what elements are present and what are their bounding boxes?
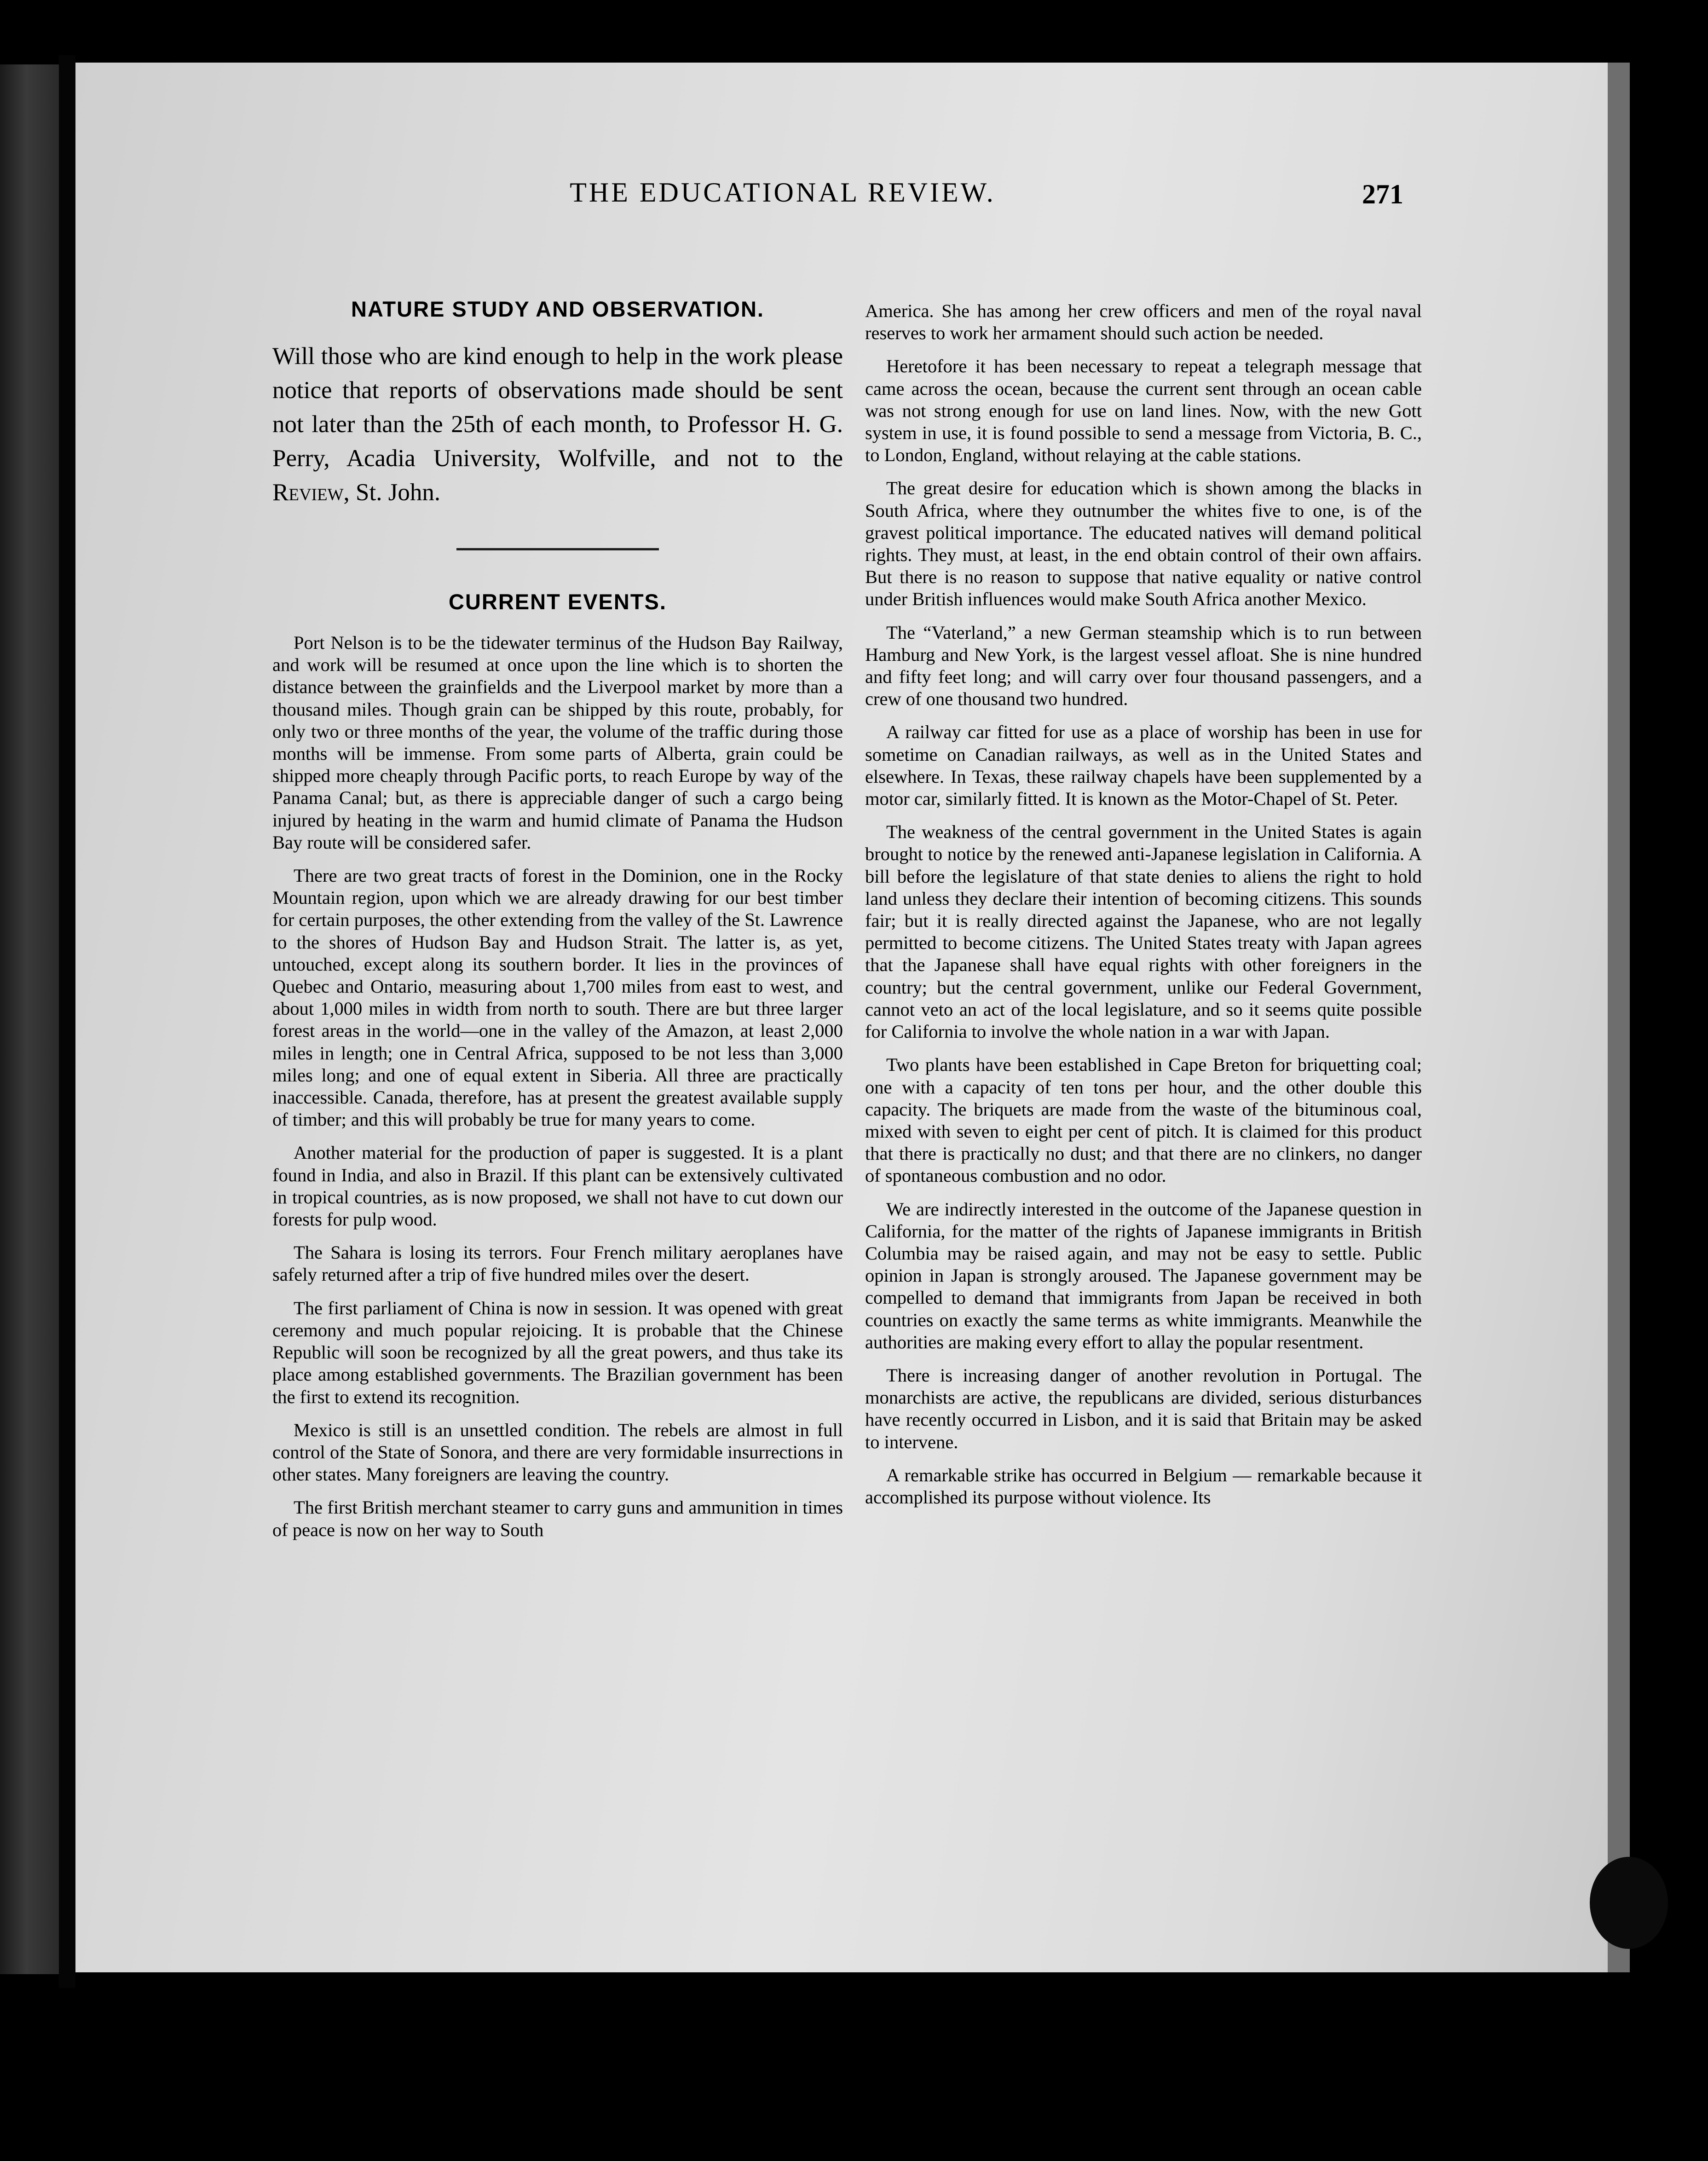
- right-paragraph: America. She has among her crew officers and men of the royal naval reserves to work her armament should such action be needed.: [865, 300, 1422, 344]
- left-paragraph: Mexico is still is an unsettled condition. The rebels are almost in full control of the State of Sonora, and there are very formidable insurrections in other states. Many foreigners are leaving the country.: [272, 1419, 843, 1485]
- page-number: 271: [1362, 179, 1403, 209]
- left-paragraph: There are two great tracts of forest in the Dominion, one in the Rocky Mountain region, upon which we are already drawing for our best timber for certain purposes, the other extending from the valley of the St. Lawrence to the shores of Hudson Bay and Hudson Strait. The latter is, as yet, untouched, except along its southern border. It lies in the provinces of Quebec and Ontario, measuring about 1,700 miles from east to west, and about 1,000 miles in width from north to south. There are but three larger forest areas in the world—one in the valley of the Amazon, at least 2,000 miles in length; one in Central Africa, supposed to be not less than 3,000 miles long; and one of equal extent in Siberia. All three are practically inaccessible. Canada, therefore, has at present the greatest available supply of timber; and this will probably be true for many years to come.: [272, 865, 843, 1130]
- left-paragraph: The Sahara is losing its terrors. Four French military aeroplanes have safely returned after a trip of five hundred miles over the desert.: [272, 1242, 843, 1285]
- notice-review: Review,: [272, 479, 350, 506]
- right-paragraph: A railway car fitted for use as a place of worship has been in use for sometime on Canadian railways, as well as in the United States and elsewhere. In Texas, these railway chapels have been supplemented by a motor car, similarly fitted. It is known as the Motor-Chapel of St. Peter.: [865, 722, 1422, 809]
- section-divider: [456, 548, 659, 550]
- right-paragraph: Two plants have been established in Cape Breton for briquetting coal; one with a capacity of ten tons per hour, and the other double this capacity. The briquets are made from the waste of the bituminous coal, mixed with seven to eight per cent of pitch. It is claimed for this product that there is practically no dust; and that there are no clinkers, no danger of spontaneous combustion and no odor.: [865, 1054, 1422, 1186]
- notice-text: Will those who are kind enough to help in the work please notice that reports of observations made should be sent not later than the 25th of each month, to Professor H. G. Perry, Acadia University, Wolfville, and not to the: [272, 343, 843, 472]
- page-edge-shadow: [1608, 63, 1630, 1972]
- right-paragraph: We are indirectly interested in the outcome of the Japanese question in California, for the matter of the rights of Japanese immigrants in British Columbia may be raised again, and may not be easy to settle. Public opinion in Japan is strongly aroused. The Japanese government may be compelled to demand that immigrants from Japan be received in both countries on exactly the same terms as white immigrants. Meanwhile the authorities are making every effort to allay the popular resentment.: [865, 1198, 1422, 1352]
- nature-study-notice: [272, 339, 843, 509]
- right-column: [865, 300, 1422, 1520]
- notice-end: St. John.: [356, 479, 441, 506]
- left-column: [272, 296, 843, 1552]
- right-paragraph: Heretofore it has been necessary to repeat a telegraph message that came across the ocean, because the current sent through an ocean cable was not strong enough for use on land lines. Now, with the new Gott system in use, it is found possible to send a message from Victoria, B. C., to London, England, without relaying at the cable stations.: [865, 356, 1422, 466]
- right-paragraph: The “Vaterland,” a new German steamship which is to run between Hamburg and New York, is the largest vessel afloat. She is nine hundred and fifty feet long; and will carry over four thousand passengers, and a crew of one thousand two hundred.: [865, 622, 1422, 710]
- right-paragraph: A remarkable strike has occurred in Belgium — remarkable because it accomplished its purpose without violence. Its: [865, 1464, 1422, 1508]
- right-paragraph: There is increasing danger of another revolution in Portugal. The monarchists are active, the republicans are divided, serious disturbances have recently occurred in Lisbon, and it is said that Britain may be asked to intervene.: [865, 1364, 1422, 1452]
- binding-gutter: [59, 55, 75, 1988]
- facing-page-edge: [0, 64, 59, 1974]
- nature-study-heading: NATURE STUDY AND OBSERVATION.: [351, 297, 764, 321]
- left-paragraph: The first British merchant steamer to carry guns and ammunition in times of peace is now on her way to South: [272, 1497, 843, 1540]
- right-paragraph: The great desire for education which is shown among the blacks in South Africa, where they outnumber the whites five to one, is of the gravest political importance. The educated natives will demand political rights. They must, at least, in the end obtain control of their own affairs. But there is no reason to suppose that native equality or native control under British influences would make South Africa another Mexico.: [865, 478, 1422, 610]
- binder-clip: [1590, 1857, 1668, 1949]
- left-paragraph: The first parliament of China is now in session. It was opened with great ceremony and much popular rejoicing. It is probable that the Chinese Republic will soon be recognized by all the great powers, and thus take its place among established governments. The Brazilian government has been the first to extend its recognition.: [272, 1297, 843, 1407]
- running-title: THE EDUCATIONAL REVIEW.: [570, 177, 996, 208]
- right-paragraph: The weakness of the central government in the United States is again brought to notice by the renewed anti-Japanese legislation in California. A bill before the legislature of that state denies to aliens the right to hold land unless they declare their intention of becoming citizens. This sounds fair; but it is really directed against the Japanese, who are not legally permitted to become citizens. The United States treaty with Japan agrees that the Japanese shall have equal rights with other foreigners in the country; but the central government, unlike our Federal Government, cannot veto an act of the local legislature, and so it seems quite possible for California to involve the whole nation in a war with Japan.: [865, 821, 1422, 1042]
- current-events-heading: CURRENT EVENTS.: [449, 589, 667, 614]
- left-paragraph: Another material for the production of paper is suggested. It is a plant found in India, and also in Brazil. If this plant can be extensively cultivated in tropical countries, as is now proposed, we shall not have to cut down our forests for pulp wood.: [272, 1142, 843, 1230]
- left-paragraph: Port Nelson is to be the tidewater terminus of the Hudson Bay Railway, and work will be resumed at once upon the line which is to shorten the distance between the grainfields and the Liverpool market by more than a thousand miles. Though grain can be shipped by this route, probably, for only two or three months of the year, the volume of the traffic during those months will be immense. From some parts of Alberta, grain could be shipped more cheaply through Pacific ports, to reach Europe by way of the Panama Canal; but, as there is appreciable danger of such a cargo being injured by heating in the warm and humid climate of Panama the Hudson Bay route will be considered safer.: [272, 632, 843, 853]
